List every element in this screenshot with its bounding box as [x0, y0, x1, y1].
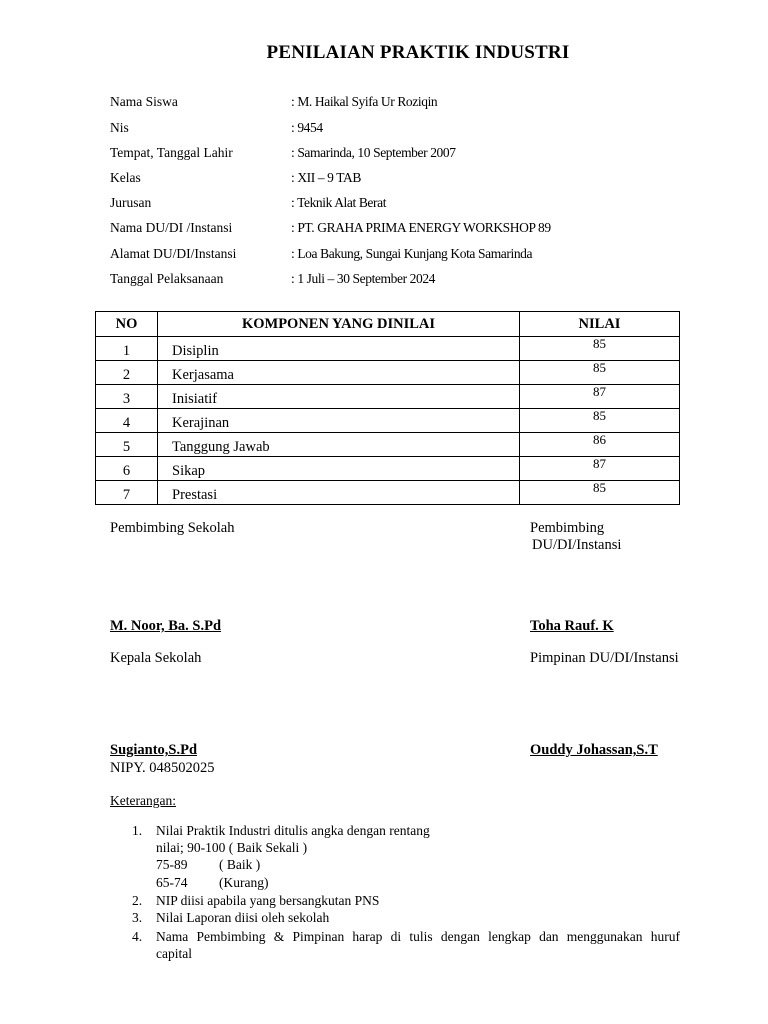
info-value-jurusan: : Teknik Alat Berat — [291, 195, 387, 210]
note-range: 75-89 — [156, 857, 188, 872]
header-component: KOMPONEN YANG DINILAI — [158, 312, 520, 337]
info-label-ttl: Tempat, Tanggal Lahir — [110, 145, 233, 160]
score-table — [95, 311, 680, 505]
row-no: 7 — [96, 481, 158, 505]
info-value-tanggal: : 1 Juli – 30 September 2024 — [291, 271, 436, 286]
note-text: NIP diisi apabila yang bersangkutan PNS — [156, 893, 380, 908]
row-no: 3 — [96, 385, 158, 409]
row-score: 85 — [520, 337, 680, 361]
header-score: NILAI — [520, 312, 680, 337]
note-number: 4. — [132, 929, 143, 944]
table-row — [96, 385, 680, 409]
row-component: Prestasi — [158, 481, 520, 505]
document-title: PENILAIAN PRAKTIK INDUSTRI — [266, 42, 570, 63]
info-value-ttl: : Samarinda, 10 September 2007 — [291, 145, 456, 160]
info-value-nama: : M. Haikal Syifa Ur Roziqin — [291, 94, 438, 109]
principal-nipy: NIPY. 048502025 — [110, 760, 215, 776]
info-label-nis: Nis — [110, 120, 129, 135]
school-supervisor-name: M. Noor, Ba. S.Pd — [110, 618, 222, 634]
row-component: Tanggung Jawab — [158, 433, 520, 457]
info-label-kelas: Kelas — [110, 170, 141, 185]
note-number: 3. — [132, 910, 143, 925]
row-component: Disiplin — [158, 337, 520, 361]
table-header-row — [96, 312, 680, 337]
info-value-dudi: : PT. GRAHA PRIMA ENERGY WORKSHOP 89 — [291, 220, 551, 235]
header-no: NO — [96, 312, 158, 337]
row-component: Kerajinan — [158, 409, 520, 433]
info-label-nama: Nama Siswa — [110, 94, 178, 109]
school-supervisor-title: Pembimbing Sekolah — [110, 520, 235, 536]
row-no: 5 — [96, 433, 158, 457]
info-label-dudi: Nama DU/DI /Instansi — [110, 220, 233, 235]
industry-supervisor-title-line2: DU/DI/Instansi — [532, 537, 622, 553]
info-label-jurusan: Jurusan — [110, 195, 152, 210]
note-range-label: (Kurang) — [219, 875, 269, 890]
table-row — [96, 433, 680, 457]
table-row — [96, 361, 680, 385]
note-range-label: ( Baik ) — [219, 857, 261, 872]
note-range: 65-74 — [156, 875, 188, 890]
table-row — [96, 457, 680, 481]
row-component: Kerjasama — [158, 361, 520, 385]
industry-supervisor-title: Pembimbing — [530, 520, 605, 536]
note-text: Nilai Praktik Industri ditulis angka dengan rentang — [156, 823, 430, 838]
industry-head-title: Pimpinan DU/DI/Instansi — [530, 650, 679, 666]
note-text: nilai; 90-100 ( Baik Sekali ) — [156, 840, 308, 855]
principal-name: Sugianto,S.Pd — [110, 742, 198, 758]
row-score: 85 — [520, 361, 680, 385]
note-text: Nama Pembimbing & Pimpinan harap di tulis dengan lengkap dan menggunakan huruf — [156, 929, 680, 944]
row-score: 85 — [520, 409, 680, 433]
row-component: Sikap — [158, 457, 520, 481]
info-value-kelas: : XII – 9 TAB — [291, 170, 361, 185]
info-value-alamat: : Loa Bakung, Sungai Kunjang Kota Samarinda — [291, 246, 533, 261]
row-component: Inisiatif — [158, 385, 520, 409]
row-no: 6 — [96, 457, 158, 481]
note-number: 1. — [132, 823, 143, 838]
note-text: capital — [156, 946, 192, 961]
industry-head-name: Ouddy Johassan,S.T — [530, 742, 658, 758]
note-number: 2. — [132, 893, 143, 908]
row-score: 86 — [520, 433, 680, 457]
info-label-alamat: Alamat DU/DI/Instansi — [110, 246, 237, 261]
notes-heading: Keterangan: — [110, 793, 176, 808]
row-no: 2 — [96, 361, 158, 385]
table-row — [96, 481, 680, 505]
row-score: 87 — [520, 457, 680, 481]
table-row — [96, 409, 680, 433]
note-text: Nilai Laporan diisi oleh sekolah — [156, 910, 330, 925]
table-row — [96, 337, 680, 361]
principal-title: Kepala Sekolah — [110, 650, 202, 666]
row-score: 85 — [520, 481, 680, 505]
row-no: 1 — [96, 337, 158, 361]
row-score: 87 — [520, 385, 680, 409]
info-label-tanggal: Tanggal Pelaksanaan — [110, 271, 224, 286]
row-no: 4 — [96, 409, 158, 433]
info-value-nis: : 9454 — [291, 120, 323, 135]
industry-supervisor-name: Toha Rauf. K — [530, 618, 614, 634]
